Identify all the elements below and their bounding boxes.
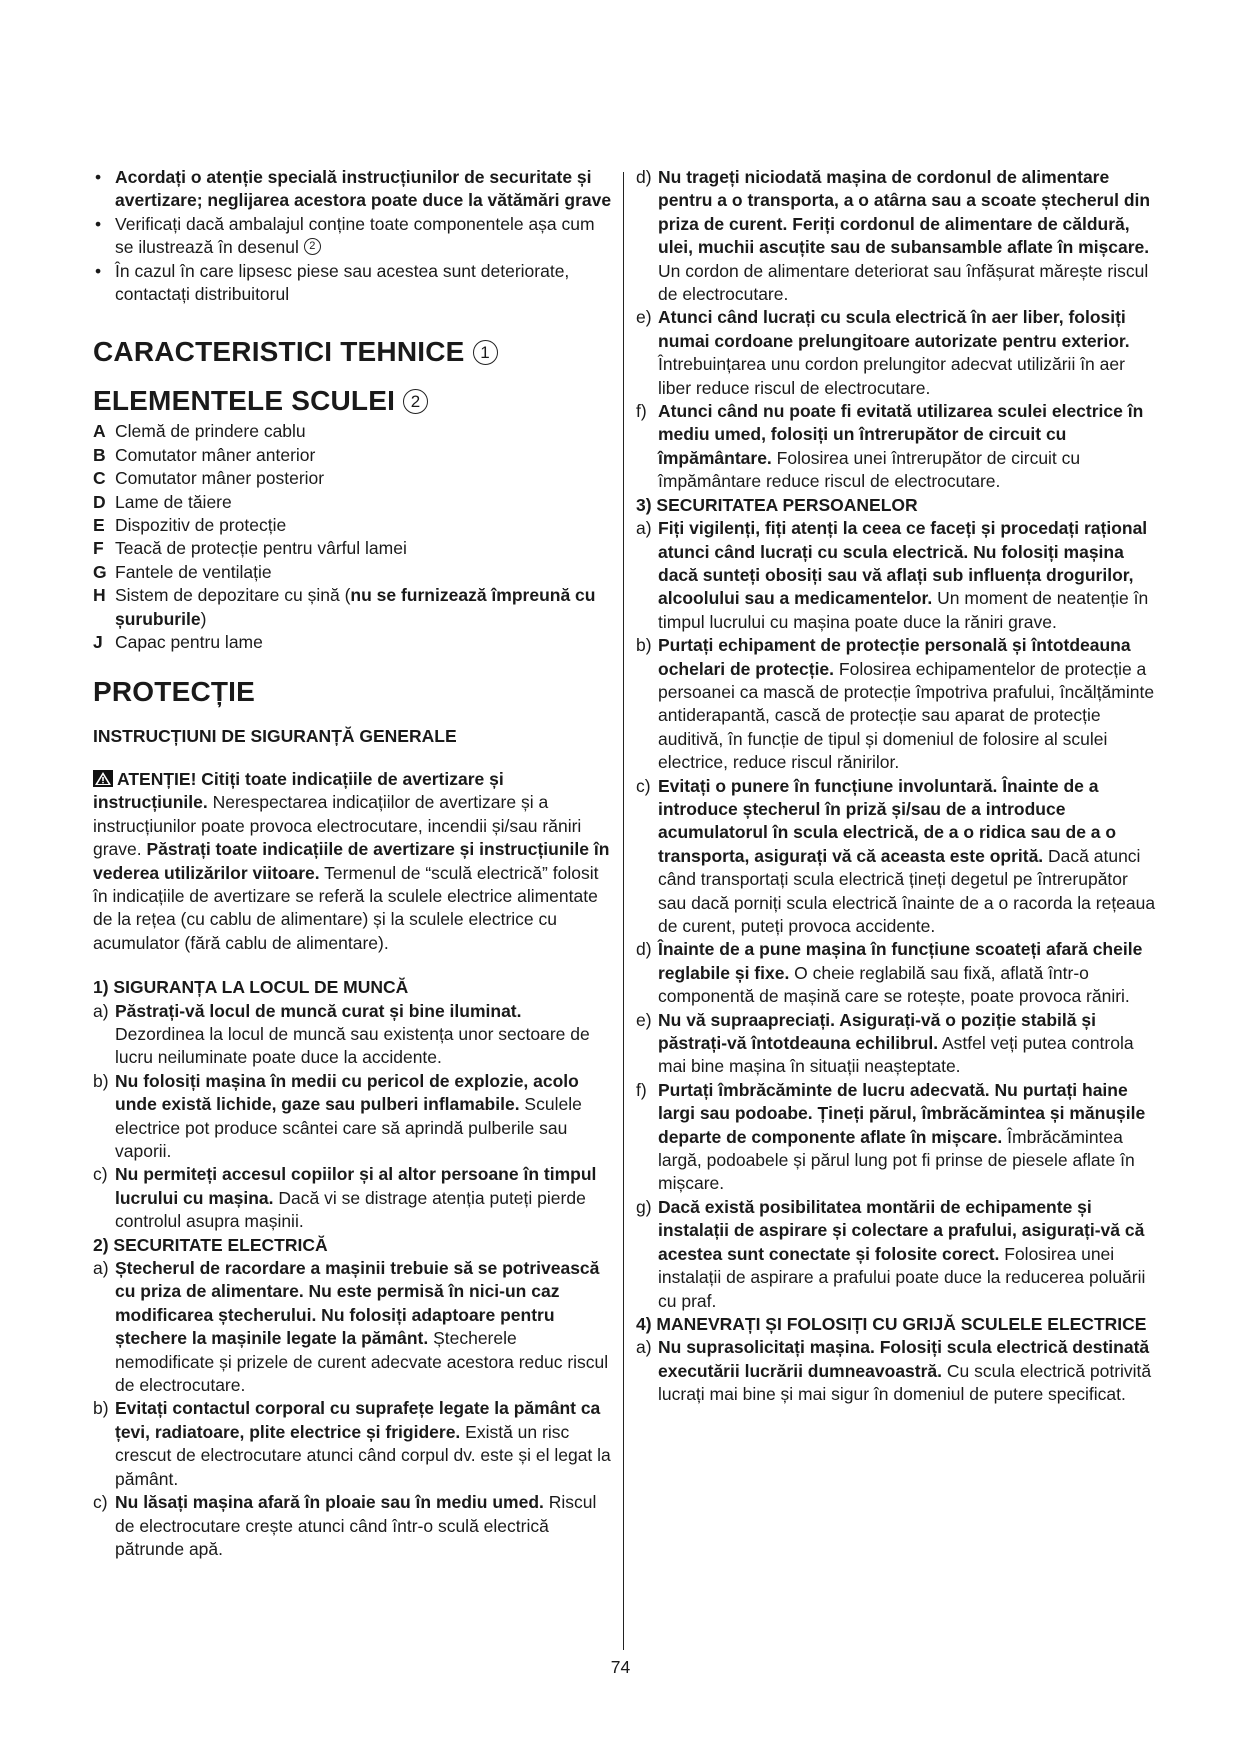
warning-paragraph: ATENȚIE! Citiți toate indicațiile de avertizare și instrucțiunile. Nerespectarea indicațiilor de avertizare și a instrucțiunilor poate provoca electrocutare, incendii și/sau răniri grave. Păstrați toate indicațiile de avertizare și instrucțiunile în vederea utilizărilor viitoare. Termenul de “sculă electrică” folosit în indicațiile de avertizare se referă la sculele electrice alimentate de la rețea (cu cablu de alimentare) și la sculele electrice cu acumulator (fără cablu de alimentare). (93, 768, 610, 953)
bullet-marker: • (95, 260, 102, 281)
heading-general-safety: INSTRUCȚIUNI DE SIGURANȚĂ GENERALE (93, 725, 457, 746)
heading-elements: ELEMENTELE SCULEI 2 (93, 384, 613, 418)
right-column (636, 166, 1156, 1407)
element-item: J Capac pentru lame (93, 632, 263, 653)
instruction-item: a) Ștecherul de racordare a mașinii trebuie să se potrivească cu priza de alimentare. Nu este permisă în nici-un caz modificarea ștecherului. Nu folosiți adaptoare pentru ștechere la mașinile legate la pământ. Ștecherele nemodificate și prizele de curent adecvate acestora reduc riscul de electrocutare. (93, 1258, 609, 1396)
instruction-item: c) Evitați o punere în funcțiune involuntară. Înainte de a introduce ștecherul în priză și/sau de a introduce acumulatorul în scula electrică, de a o ridica sau de a o transporta, asigurați vă că aceasta este oprită. Dacă atunci când transportați scula electrică țineți degetul pe întrerupător sau dacă porniți scula electrică înainte de a o racorda la rețeaua de curent, puteți provoca accidente. (636, 775, 1156, 936)
section-title: 1) SIGURANȚA LA LOCUL DE MUNCĂ (93, 977, 409, 998)
instruction-item: f) Atunci când nu poate fi evitată utilizarea sculei electrice în mediu umed, folosiți un întrerupător de circuit cu împământare. Folosirea unei întrerupător de circuit cu împământare reduce riscul de electrocutare. (636, 401, 1144, 492)
bullet-item: • În cazul în care lipsesc piese sau acestea sunt deteriorate, contactați distribuitorul (95, 260, 570, 305)
element-item: G Fantele de ventilație (93, 561, 272, 582)
instruction-item: c) Nu permiteți accesul copiilor și al altor persoane în timpul lucrului cu mașina. Dacă vi se distrage atenția puteți pierde controlul asupra mașinii. (93, 1164, 597, 1232)
section-4 (636, 1313, 1156, 1407)
instruction-item: a) Nu suprasolicitați mașina. Folosiți scula electrică destinată executării lucrării dumneavoastră. Cu scula electrică potrivită lucrați mai bine și mai sigur în domeniul de putere specificat. (636, 1337, 1152, 1405)
column-divider (623, 172, 624, 1650)
instruction-item: d) Nu trageți niciodată mașina de cordonul de alimentare pentru a o transporta, a o atârna sau a scoate ștecherul din priza de curent. Feriți cordonul de alimentare de căldură, ulei, muchii ascuțite sau de subansamble aflate în mișcare. Un cordon de alimentare deteriorat sau înfășurat mărește riscul de electrocutare. (636, 167, 1151, 305)
instruction-item: a) Păstrați-vă locul de muncă curat și bine iluminat. Dezordinea la locul de muncă sau existența unor sectoare de lucru neiluminate poate duce la accidente. (93, 1000, 590, 1068)
figure-ref-2-icon: 2 (304, 238, 321, 255)
heading-protection: PROTECȚIE (93, 675, 256, 707)
instruction-item: b) Purtați echipament de protecție personală și întotdeauna ochelari de protecție. Folosirea echipamentelor de protecție a persoanei ca mască de protecție împotriva prafului, încălțăminte antiderapantă, cască de protecție sau aparat de protecție auditivă, în funcție de tipul și domeniul de folosire al sculei electrice, reduce riscul rănirilor. (636, 635, 1155, 773)
element-item: D Lame de tăiere (93, 491, 232, 512)
section-2 (93, 1234, 613, 1562)
page-number: 74 (610, 1657, 631, 1677)
instruction-item: d) Înainte de a pune mașina în funcțiune scoateți afară cheile reglabile și fixe. O cheie reglabilă sau fixă, aflată într-o componentă de mașină care se rotește, poate provoca răniri. (636, 939, 1143, 1007)
bullet-item: • Verificați dacă ambalajul conține toate componentele așa cum se ilustrează în desenul 2 (95, 213, 595, 258)
instruction-item: a) Fiți vigilenți, fiți atenți la ceea ce faceți și procedați rațional atunci când lucrați cu scula electrică. Nu folosiți mașina dacă sunteți obosiți sau vă aflați sub influența drogurilor, alcoolului sau a medicamentelor. Un moment de neatenție în timpul lucrului cu mașina poate duce la răniri grave. (636, 518, 1149, 632)
element-item: C Comutator mâner posterior (93, 468, 325, 489)
section-title: 4) MANEVRAȚI ȘI FOLOSIȚI CU GRIJĂ SCULELE ELECTRICE (636, 1313, 1147, 1334)
bullet-marker: • (95, 167, 102, 187)
figure-ref-1-icon: 1 (473, 340, 498, 365)
element-item: B Comutator mâner anterior (93, 444, 316, 465)
instruction-item: g) Dacă există posibilitatea montării de echipamente și instalații de aspirare și colectare a prafului, asigurați-vă că acestea sunt conectate și folosite corect. Folosirea unei instalații de aspirare a prafului poate duce la reducerea poluării cu praf. (636, 1196, 1146, 1311)
elements-list (93, 420, 613, 654)
section-title: 3) SECURITATEA PERSOANELOR (636, 494, 918, 515)
warning-triangle-icon (93, 770, 113, 787)
bullet-marker: • (95, 213, 102, 234)
section-3 (636, 494, 1156, 1313)
instruction-item: c) Nu lăsați mașina afară în ploaie sau în mediu umed. Riscul de electrocutare crește atunci când într-o sculă electrică pătrunde apă. (93, 1492, 597, 1559)
instruction-item: b) Nu folosiți mașina în medii cu pericol de explozie, acolo unde există lichide, gaze sau pulberi inflamabile. Sculele electrice pot produce scântei care să aprindă pulberile sau vaporii. (93, 1070, 582, 1161)
instruction-item: b) Evitați contactul corporal cu suprafețe legate la pământ ca țevi, radiatoare, plite electrice și frigidere. Există un risc crescut de electrocutare atunci când corpul dv. este și el legat la pământ. (93, 1398, 611, 1489)
instruction-item: f) Purtați îmbrăcăminte de lucru adecvată. Nu purtați haine largi sau podoabe. Țineți părul, îmbrăcămintea și mănușile departe de componente aflate în mișcare. Îmbrăcămintea largă, podoabele și părul lung pot fi prinse de piesele aflate în mișcare. (636, 1079, 1146, 1194)
instruction-item: e) Nu vă supraapreciați. Asigurați-vă o poziție stabilă și păstrați-vă întotdeauna echilibrul. Astfel veți putea controla mai bine mașina în situații neașteptate. (636, 1009, 1134, 1077)
element-item: E Dispozitiv de protecție (93, 515, 287, 536)
element-item: A Clemă de prindere cablu (93, 421, 306, 442)
left-column (93, 166, 613, 1561)
element-item: F Teacă de protecție pentru vârful lamei (93, 538, 407, 559)
figure-ref-2-icon: 2 (403, 389, 428, 414)
bullet-item: • Acordați o atenție specială instrucțiunilor de securitate și avertizare; neglijarea acestora poate duce la vătămări grave (95, 167, 612, 211)
element-item: H Sistem de depozitare cu șină (nu se furnizează împreună cu șuruburile) (93, 585, 596, 629)
heading-technical: CARACTERISTICI TEHNICE 1 (93, 335, 613, 369)
section-1 (93, 976, 613, 1233)
instruction-item: e) Atunci când lucrați cu scula electrică în aer liber, folosiți numai cordoane prelungitoare autorizate pentru exterior. Întrebuințarea unu cordon prelungitor adecvat utilizării în aer liber reduce riscul de electrocutare. (636, 307, 1130, 398)
section-title: 2) SECURITATE ELECTRICĂ (93, 1234, 328, 1255)
